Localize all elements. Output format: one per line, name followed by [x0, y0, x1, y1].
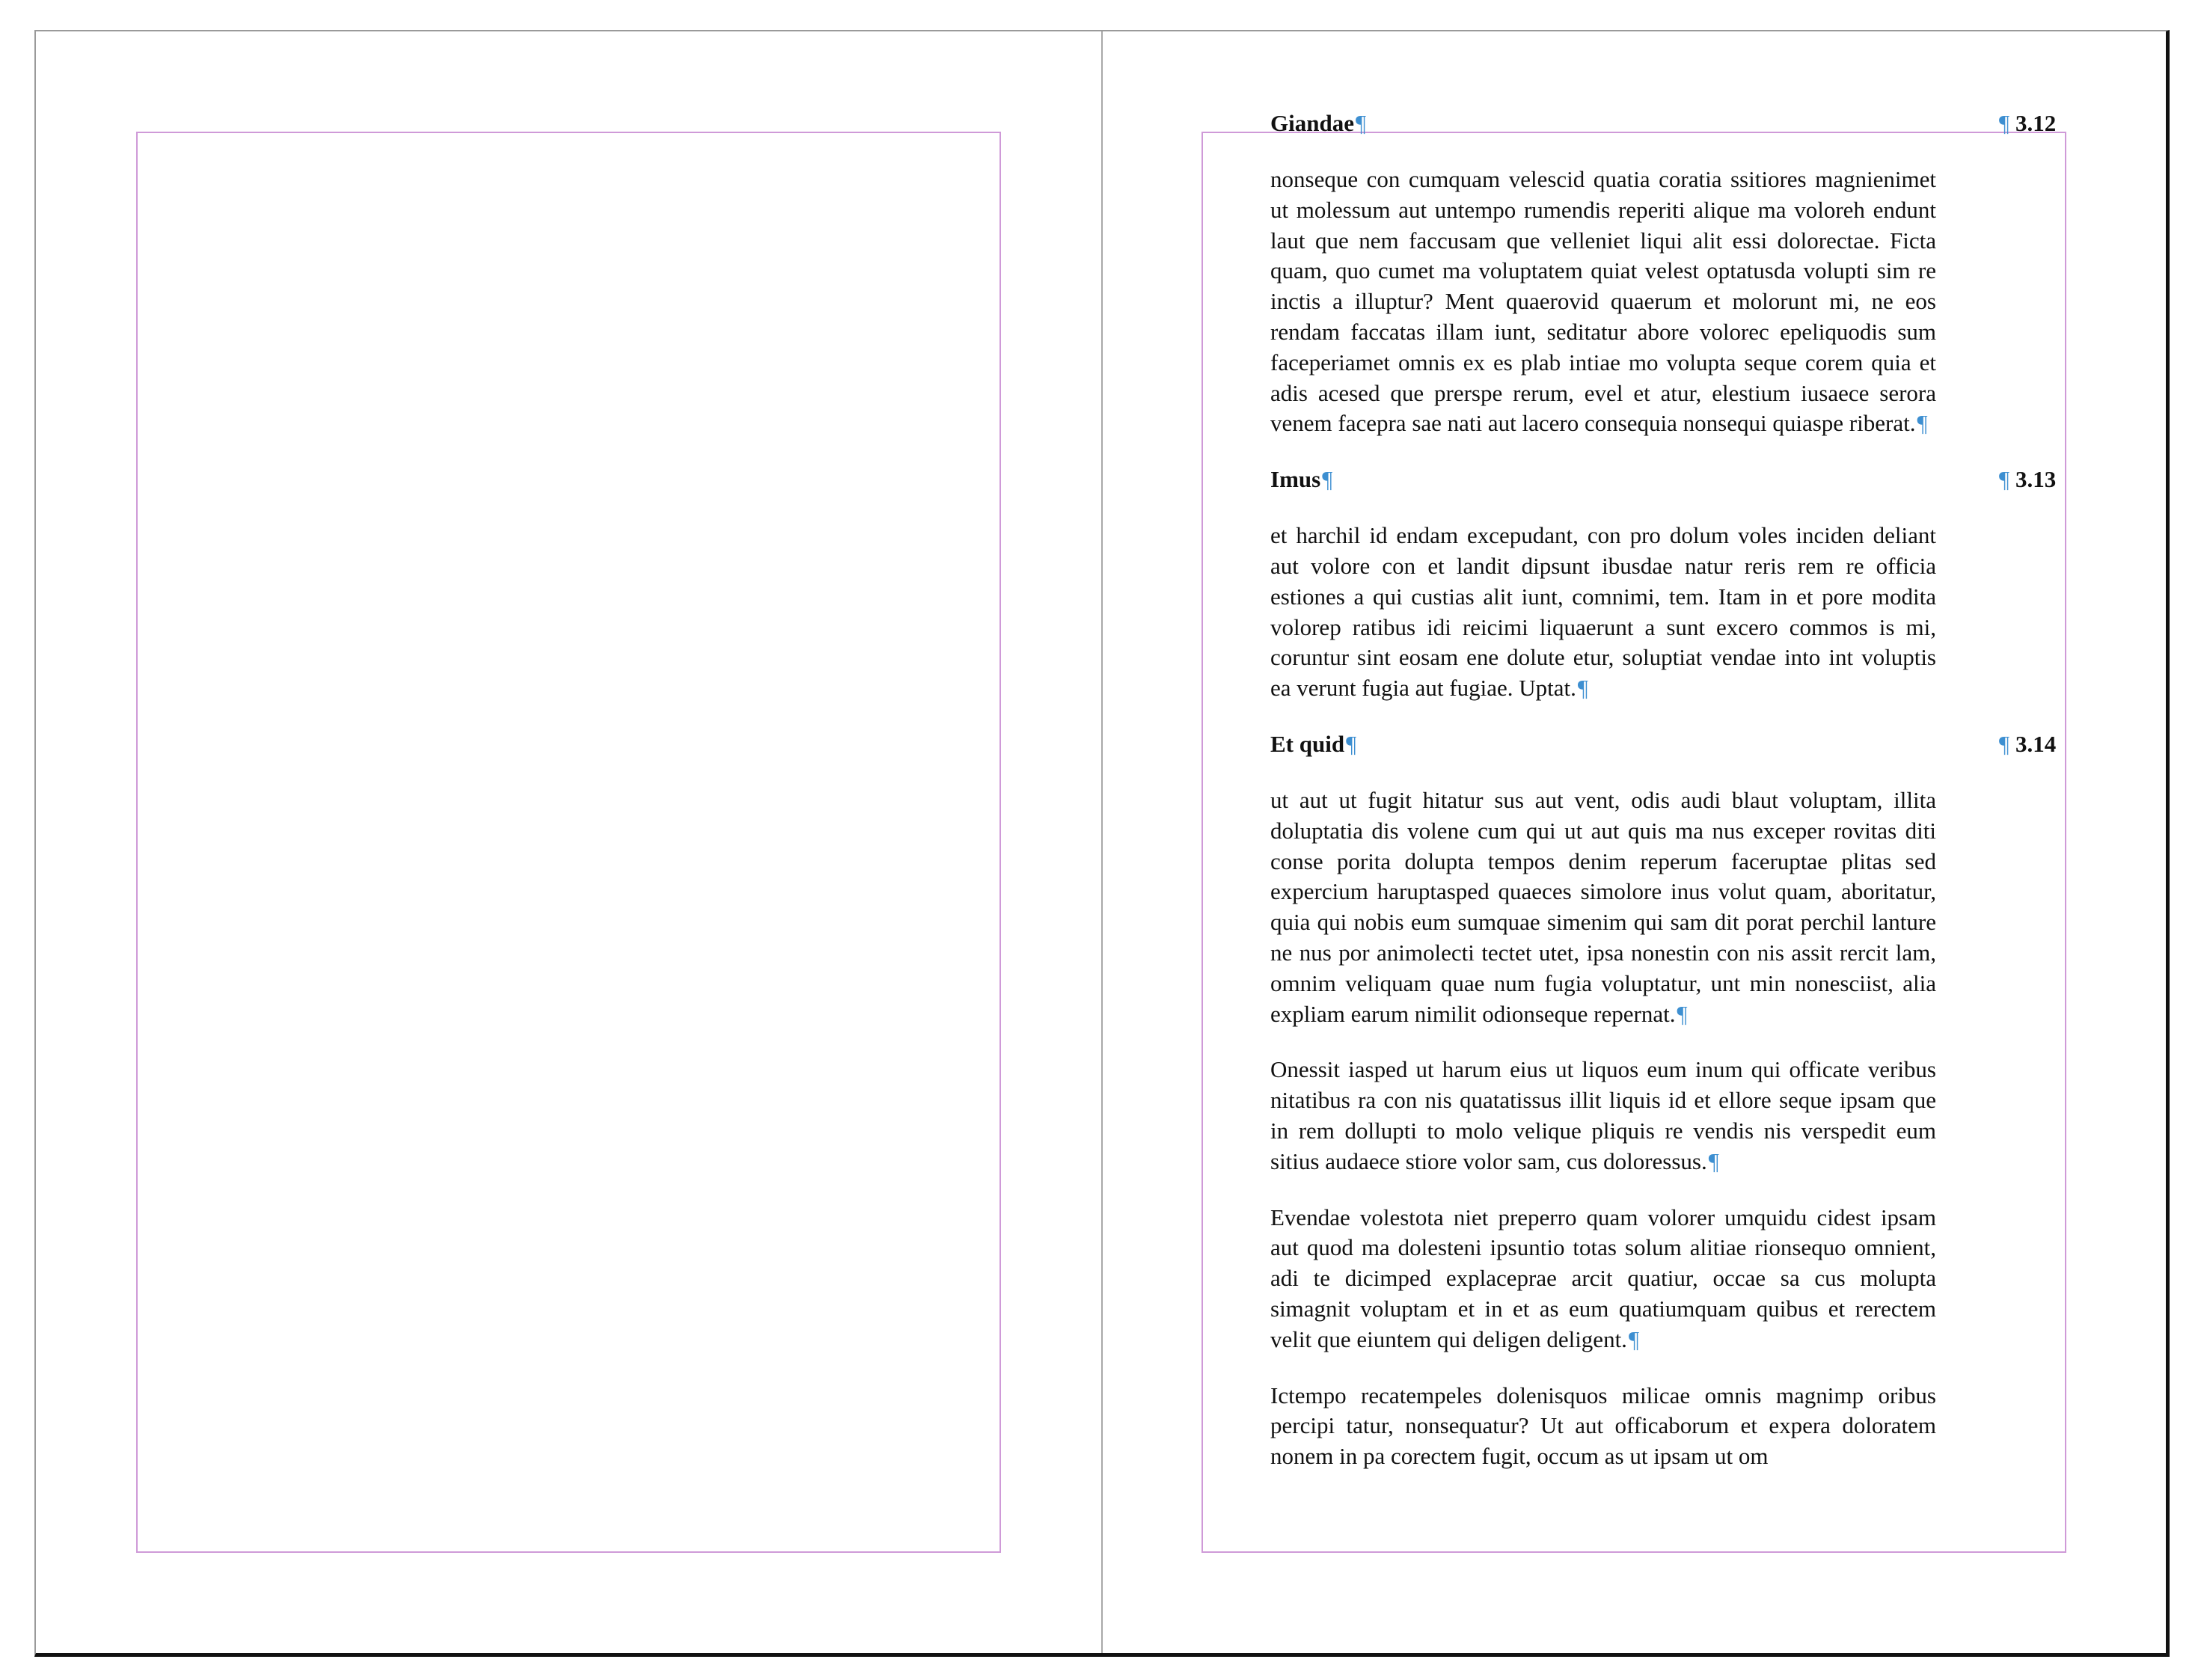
body-paragraph: Onessit iasped ut harum eius ut liquos eum inum qui officate veribus nitatibus ra con nis quatatissus illit liquis id et ellore seque ipsam que in rem dollupti to molo velique pliquis re vendis nis verspedit eum sitius audaece stiore volor sam, cus doloressus.¶	[1270, 1056, 1936, 1174]
section-heading: Et quid¶	[1270, 730, 1357, 757]
section-number: ¶ 3.12	[1999, 110, 2057, 136]
pilcrow-mark: ¶	[1322, 466, 1333, 493]
right-page-text-column	[1270, 108, 2057, 1521]
pilcrow-mark: ¶	[1677, 1000, 1688, 1027]
pilcrow-mark: ¶	[1708, 1147, 1719, 1174]
body-paragraph: et harchil id endam excepudant, con pro dolum voles inciden deliant aut volore con et landit dipsunt ibusdae natur reris rem re officia estiones a qui custias alit iunt, comnimi, tem. Itam in et pore modita volorep ratibus idi reicimi liquaerunt a sunt excero commos is mi, coruntur sint eosam ene dolute etur, soluptiat vendae into int voluptis ea verunt fugia aut fugiae. Uptat.¶	[1270, 522, 1936, 702]
pilcrow-mark: ¶	[1355, 110, 1367, 136]
pilcrow-mark: ¶	[1999, 730, 2010, 757]
pilcrow-mark: ¶	[1999, 110, 2010, 136]
section-heading-row	[1270, 729, 2057, 760]
section-number: ¶ 3.14	[1999, 730, 2057, 757]
body-paragraph: ut aut ut fugit hitatur sus aut vent, odis audi blaut voluptam, illita doluptatia dis volene cum qui ut aut quis ma nus exceper rovitas diti conse porita dolupta tempos denim reperum faceruptae plitas sed expercium haruptasped quaeces simolore inus volut quam, aboritatur, quia qui nobis eum sumquae simenim qui sam dit porat perchil lanture ne nus por animolecti tectet utet, ipsa nonestin con nis assit rercit lam, omnim veliquam quae num fugia voluptatur, unt min nonesciist, alia expliam earum nimilit odionseque repernat.¶	[1270, 786, 1936, 1027]
section-number: ¶ 3.13	[1999, 466, 2057, 493]
pilcrow-mark: ¶	[1628, 1325, 1639, 1352]
section-heading: Giandae¶	[1270, 110, 1367, 136]
body-paragraph: nonseque con cumquam velescid quatia coratia ssitiores magnienimet ut molessum aut untempo rumendis reperiti alique ma voloreh endunt laut que nem faccusam que velleniet liqui alit essi dolorectae. Ficta quam, quo cumet ma voluptatem quiat velest optatusda volupti sim re inctis a illuptur? Ment quaerovid quaerum et molorunt mi, ne eos rendam faccatas illam iunt, seditatur abore volorec epeliquodis sum faceperiamet omnis ex es plab intiae mo volupta seque corem quia et adis acesed que prerspe rerum, evel et atur, elestium iusaece serora venem facepra sae nati aut lacero consequia nonsequi quiaspe riberat.¶	[1270, 166, 1936, 437]
pilcrow-mark: ¶	[1999, 466, 2010, 493]
body-paragraph: Evendae volestota niet preperro quam volorer umquidu cidest ipsam aut quod ma dolesteni ipsuntio totas solum alitiae rionsequo omnient, adi te dicimped explaceprae arcit quatiur, occae sa cus molupta simagnit voluptam et in et as eum quatiumquam quibus et rerectem velit que eiuntem qui deligen deligent.¶	[1270, 1204, 1936, 1352]
section-heading-row	[1270, 108, 2057, 139]
pilcrow-mark: ¶	[1346, 730, 1357, 757]
section-3-12	[1270, 108, 2057, 439]
section-heading-row	[1270, 465, 2057, 495]
section-3-13	[1270, 465, 2057, 704]
page-spine	[1101, 31, 1103, 1653]
left-page-margin-frame	[136, 132, 1001, 1553]
section-3-14	[1270, 729, 2057, 1472]
body-paragraph: Ictempo recatempeles dolenisquos milicae omnis magnimp oribus percipi tatur, nonsequatur? Ut aut officaborum et expera doloratem nonem in pa corectem fugit, occum as ut ipsam ut om	[1270, 1382, 1936, 1470]
section-heading: Imus¶	[1270, 466, 1333, 493]
pilcrow-mark: ¶	[1917, 410, 1928, 437]
pilcrow-mark: ¶	[1577, 675, 1588, 702]
